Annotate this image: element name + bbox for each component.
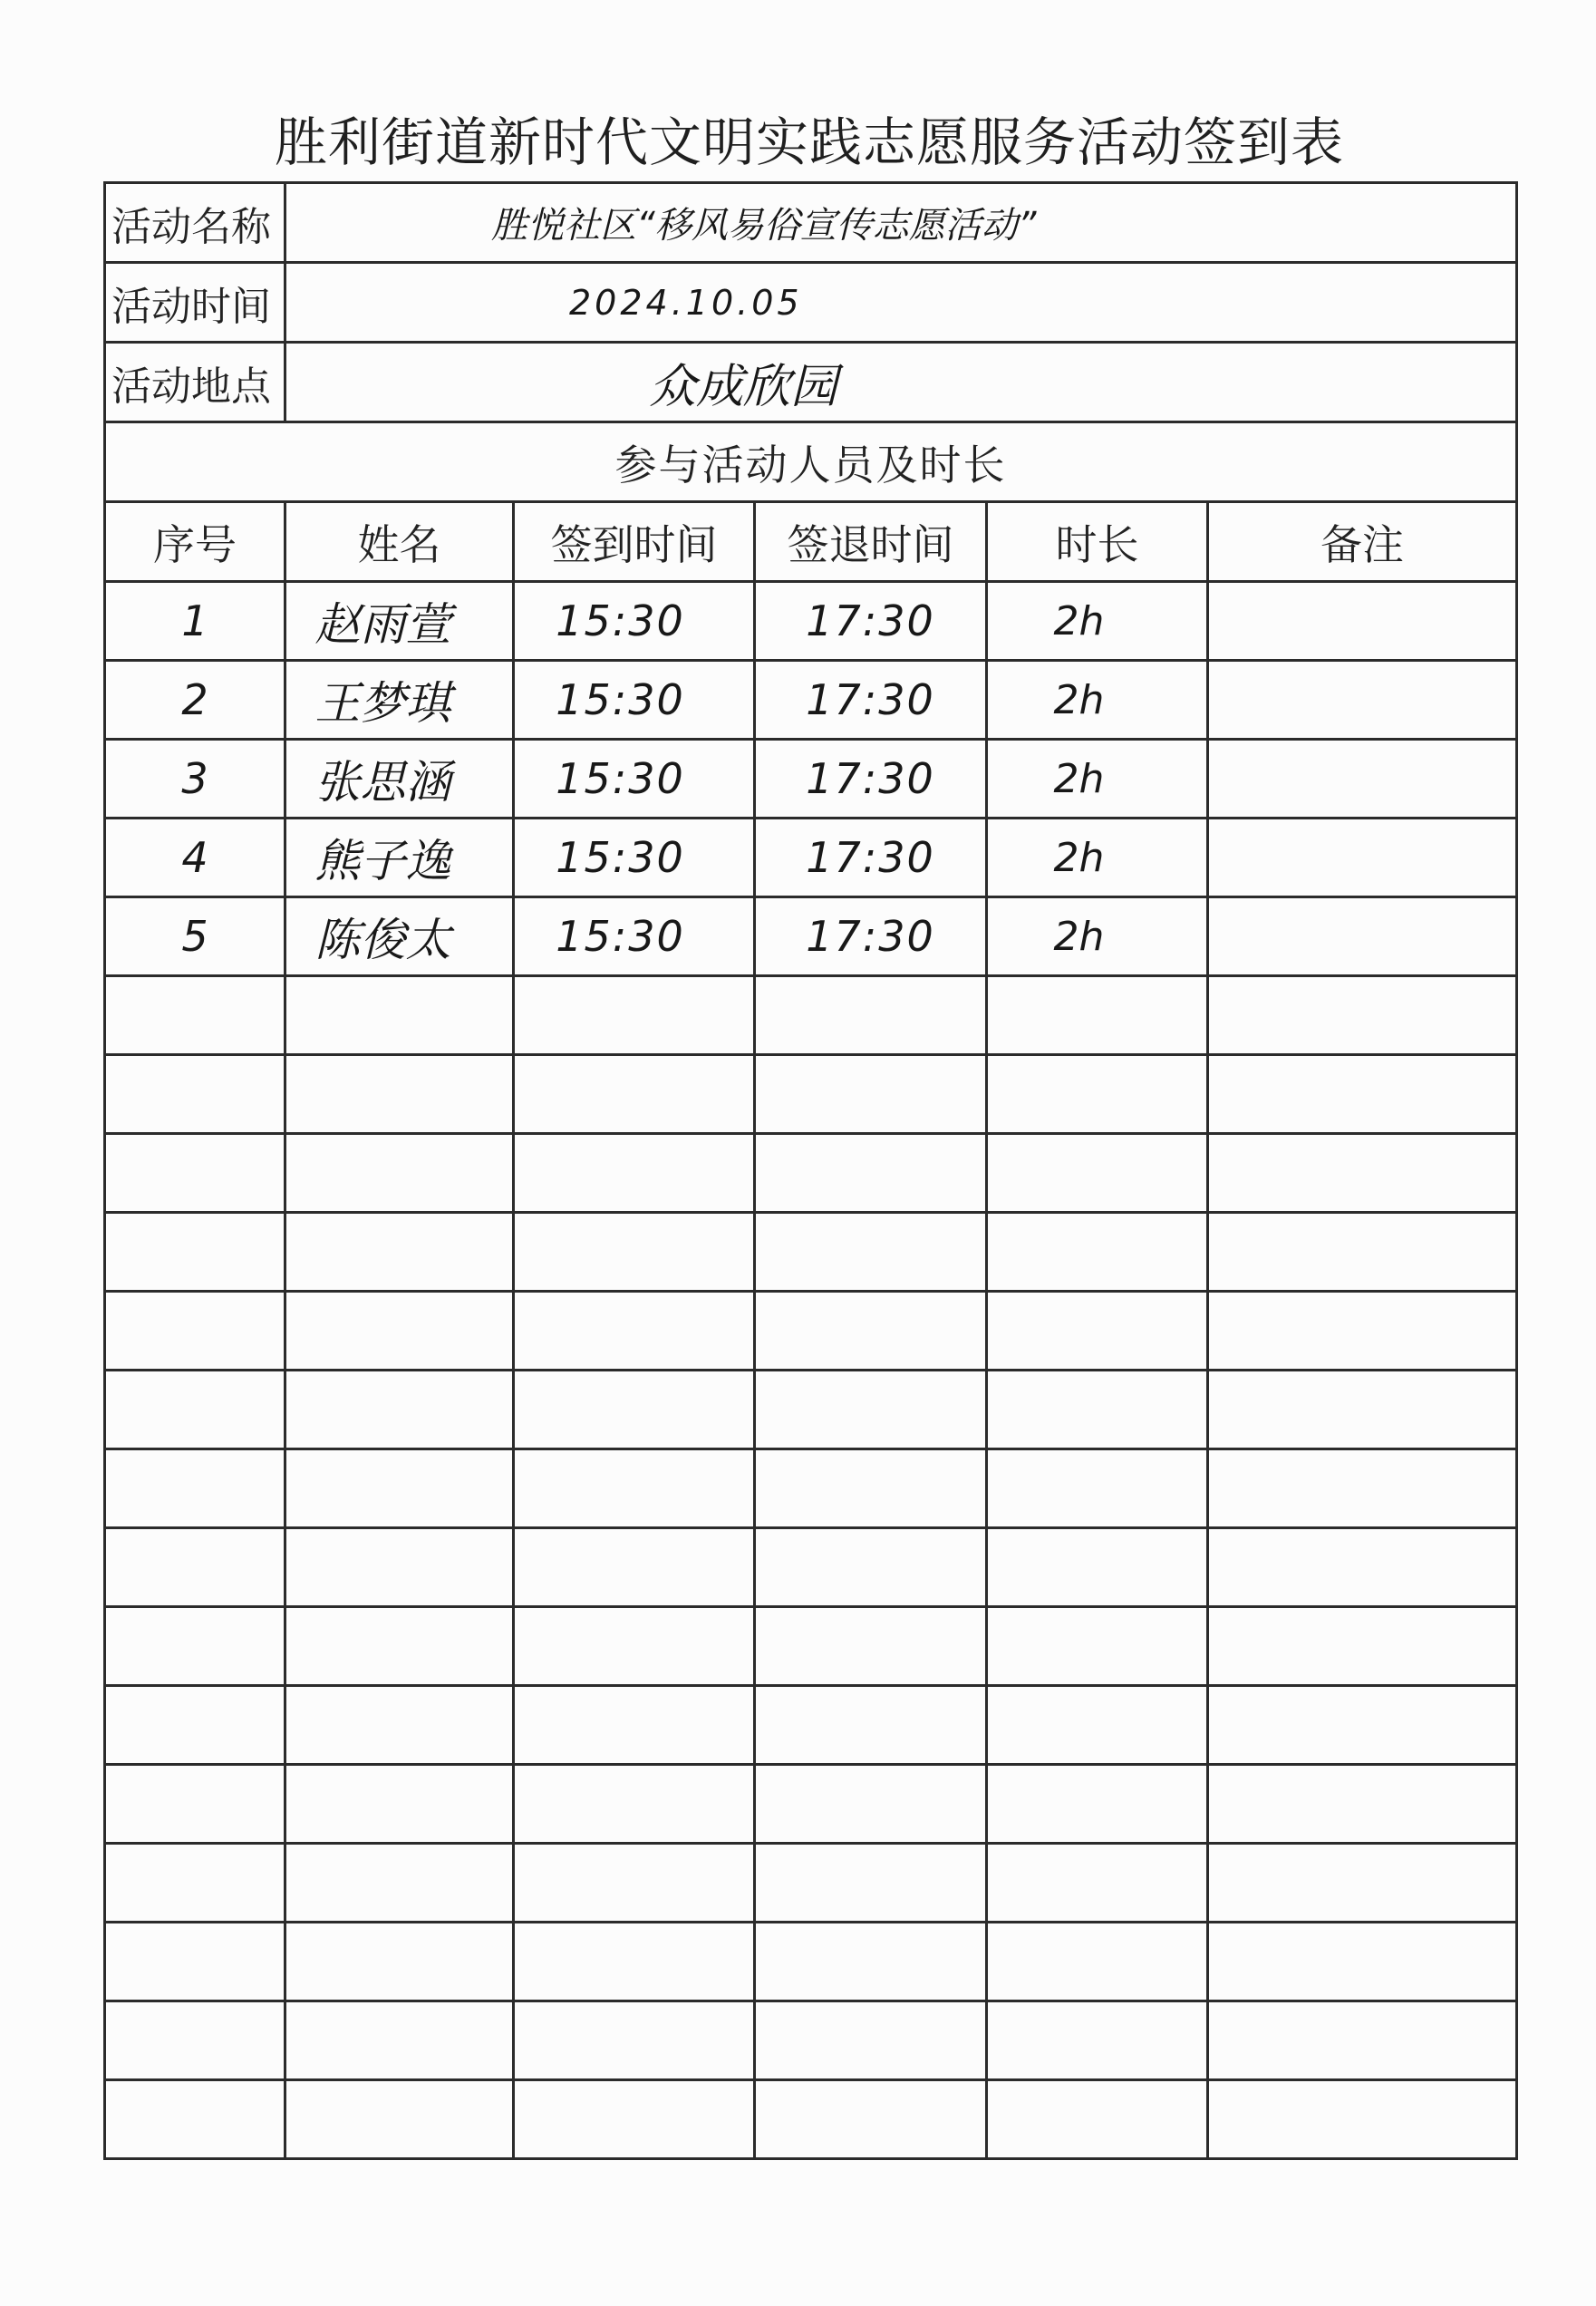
empty-cell-sign-in [514, 1449, 755, 1528]
row-sign-out: 17:30 [755, 661, 987, 740]
row-sign-out: 17:30 [755, 740, 987, 819]
activity-time-row [105, 263, 1517, 343]
activity-place-label: 活动地点 [105, 343, 285, 422]
empty-cell-remark [1208, 1449, 1517, 1528]
row-remark [1208, 819, 1517, 897]
empty-cell-duration [987, 1765, 1208, 1844]
table-row-empty [105, 2001, 1517, 2080]
empty-cell-duration [987, 2080, 1208, 2159]
empty-cell-sign-out [755, 1607, 987, 1686]
row-duration: 2h [987, 819, 1208, 897]
empty-cell-duration [987, 1923, 1208, 2001]
participants-section-title: 参与活动人员及时长 [105, 422, 1517, 502]
row-name: 陈俊太 [285, 897, 514, 976]
empty-cell-no [105, 1607, 285, 1686]
empty-cell-no [105, 1686, 285, 1765]
table-row-empty [105, 1686, 1517, 1765]
table-row-empty [105, 1213, 1517, 1292]
empty-cell-duration [987, 1134, 1208, 1213]
empty-cell-name [285, 1213, 514, 1292]
empty-cell-name [285, 1607, 514, 1686]
empty-cell-name [285, 1765, 514, 1844]
empty-cell-no [105, 1528, 285, 1607]
empty-cell-remark [1208, 2001, 1517, 2080]
table-row-empty [105, 1528, 1517, 1607]
empty-cell-duration [987, 1844, 1208, 1923]
empty-cell-name [285, 2080, 514, 2159]
activity-place-row [105, 343, 1517, 422]
empty-cell-remark [1208, 1844, 1517, 1923]
empty-cell-no [105, 1134, 285, 1213]
table-row-empty [105, 1607, 1517, 1686]
sheet-title: 胜利街道新时代文明实践志愿服务活动签到表 [274, 111, 1344, 173]
row-sign-in: 15:30 [514, 661, 755, 740]
empty-cell-name [285, 1449, 514, 1528]
row-sign-out: 17:30 [755, 819, 987, 897]
row-sign-out: 17:30 [755, 582, 987, 661]
empty-cell-duration [987, 1292, 1208, 1371]
row-sign-in: 15:30 [514, 740, 755, 819]
empty-cell-sign-out [755, 1371, 987, 1449]
empty-cell-duration [987, 1449, 1208, 1528]
empty-cell-duration [987, 1528, 1208, 1607]
empty-cell-sign-in [514, 2001, 755, 2080]
empty-cell-name [285, 1528, 514, 1607]
empty-cell-name [285, 1923, 514, 2001]
empty-cell-sign-in [514, 1607, 755, 1686]
empty-cell-remark [1208, 2080, 1517, 2159]
empty-cell-sign-out [755, 1134, 987, 1213]
empty-cell-name [285, 2001, 514, 2080]
row-duration: 2h [987, 897, 1208, 976]
empty-cell-remark [1208, 1292, 1517, 1371]
empty-cell-remark [1208, 1371, 1517, 1449]
row-remark [1208, 582, 1517, 661]
empty-cell-remark [1208, 1686, 1517, 1765]
empty-cell-no [105, 1055, 285, 1134]
sign-in-table-body [105, 183, 1517, 2159]
table-row [105, 819, 1517, 897]
table-row [105, 897, 1517, 976]
table-row-empty [105, 1923, 1517, 2001]
activity-time-value: 2024.10.05 [285, 263, 1517, 343]
row-no: 5 [105, 897, 285, 976]
empty-cell-sign-in [514, 1844, 755, 1923]
table-row [105, 740, 1517, 819]
empty-cell-sign-out [755, 2080, 987, 2159]
empty-cell-name [285, 1292, 514, 1371]
empty-cell-sign-out [755, 1765, 987, 1844]
activity-name-row [105, 183, 1517, 263]
empty-cell-sign-in [514, 1528, 755, 1607]
row-no: 4 [105, 819, 285, 897]
empty-cell-remark [1208, 1923, 1517, 2001]
empty-cell-no [105, 976, 285, 1055]
row-remark [1208, 661, 1517, 740]
empty-cell-sign-out [755, 1292, 987, 1371]
empty-cell-duration [987, 1055, 1208, 1134]
empty-cell-name [285, 1686, 514, 1765]
empty-cell-duration [987, 2001, 1208, 2080]
empty-cell-no [105, 1292, 285, 1371]
row-no: 1 [105, 582, 285, 661]
empty-cell-name [285, 1844, 514, 1923]
row-sign-out: 17:30 [755, 897, 987, 976]
empty-cell-duration [987, 1686, 1208, 1765]
empty-cell-sign-out [755, 976, 987, 1055]
empty-cell-no [105, 2001, 285, 2080]
activity-time-label: 活动时间 [105, 263, 285, 343]
empty-cell-remark [1208, 976, 1517, 1055]
table-row-empty [105, 2080, 1517, 2159]
empty-cell-sign-in [514, 1923, 755, 2001]
table-row-empty [105, 1371, 1517, 1449]
row-sign-in: 15:30 [514, 582, 755, 661]
empty-cell-no [105, 1923, 285, 2001]
empty-cell-no [105, 1371, 285, 1449]
empty-cell-no [105, 1449, 285, 1528]
empty-cell-remark [1208, 1134, 1517, 1213]
column-header-sign-in: 签到时间 [514, 502, 755, 582]
empty-cell-sign-out [755, 1923, 987, 2001]
empty-cell-remark [1208, 1528, 1517, 1607]
row-name: 熊子逸 [285, 819, 514, 897]
table-row-empty [105, 1134, 1517, 1213]
row-sign-in: 15:30 [514, 897, 755, 976]
row-remark [1208, 740, 1517, 819]
row-remark [1208, 897, 1517, 976]
row-name: 王梦琪 [285, 661, 514, 740]
activity-name-label: 活动名称 [105, 183, 285, 263]
empty-cell-sign-in [514, 976, 755, 1055]
empty-cell-sign-in [514, 2080, 755, 2159]
empty-cell-sign-out [755, 1528, 987, 1607]
participants-section-row [105, 422, 1517, 502]
empty-cell-name [285, 1055, 514, 1134]
empty-cell-sign-out [755, 1213, 987, 1292]
empty-cell-remark [1208, 1765, 1517, 1844]
row-duration: 2h [987, 582, 1208, 661]
column-header-duration: 时长 [987, 502, 1208, 582]
column-header-row [105, 502, 1517, 582]
sign-in-table [103, 181, 1518, 2160]
table-row-empty [105, 976, 1517, 1055]
row-no: 2 [105, 661, 285, 740]
empty-cell-no [105, 2080, 285, 2159]
empty-cell-sign-in [514, 1371, 755, 1449]
activity-name-value: 胜悦社区“移风易俗宣传志愿活动” [285, 183, 1517, 263]
empty-cell-name [285, 1134, 514, 1213]
row-name: 张思涵 [285, 740, 514, 819]
table-row-empty [105, 1055, 1517, 1134]
empty-cell-sign-out [755, 1449, 987, 1528]
table-row-empty [105, 1292, 1517, 1371]
empty-cell-sign-in [514, 1765, 755, 1844]
empty-cell-duration [987, 1213, 1208, 1292]
table-row-empty [105, 1449, 1517, 1528]
column-header-remark: 备注 [1208, 502, 1517, 582]
empty-cell-sign-in [514, 1134, 755, 1213]
empty-cell-sign-in [514, 1292, 755, 1371]
table-row [105, 661, 1517, 740]
column-header-name: 姓名 [285, 502, 514, 582]
row-name: 赵雨萱 [285, 582, 514, 661]
row-no: 3 [105, 740, 285, 819]
empty-cell-remark [1208, 1213, 1517, 1292]
table-row-empty [105, 1765, 1517, 1844]
empty-cell-name [285, 1371, 514, 1449]
row-duration: 2h [987, 740, 1208, 819]
column-header-no: 序号 [105, 502, 285, 582]
activity-place-value: 众成欣园 [285, 343, 1517, 422]
empty-cell-sign-out [755, 1055, 987, 1134]
empty-cell-sign-out [755, 1844, 987, 1923]
empty-cell-remark [1208, 1607, 1517, 1686]
empty-cell-duration [987, 1371, 1208, 1449]
table-row-empty [105, 1844, 1517, 1923]
empty-cell-duration [987, 1607, 1208, 1686]
empty-cell-no [105, 1765, 285, 1844]
empty-cell-name [285, 976, 514, 1055]
empty-cell-remark [1208, 1055, 1517, 1134]
row-duration: 2h [987, 661, 1208, 740]
empty-cell-sign-out [755, 1686, 987, 1765]
table-row [105, 582, 1517, 661]
empty-cell-no [105, 1844, 285, 1923]
empty-cell-no [105, 1213, 285, 1292]
empty-cell-duration [987, 976, 1208, 1055]
empty-cell-sign-in [514, 1213, 755, 1292]
empty-cell-sign-in [514, 1686, 755, 1765]
row-sign-in: 15:30 [514, 819, 755, 897]
empty-cell-sign-in [514, 1055, 755, 1134]
column-header-sign-out: 签退时间 [755, 502, 987, 582]
empty-cell-sign-out [755, 2001, 987, 2080]
